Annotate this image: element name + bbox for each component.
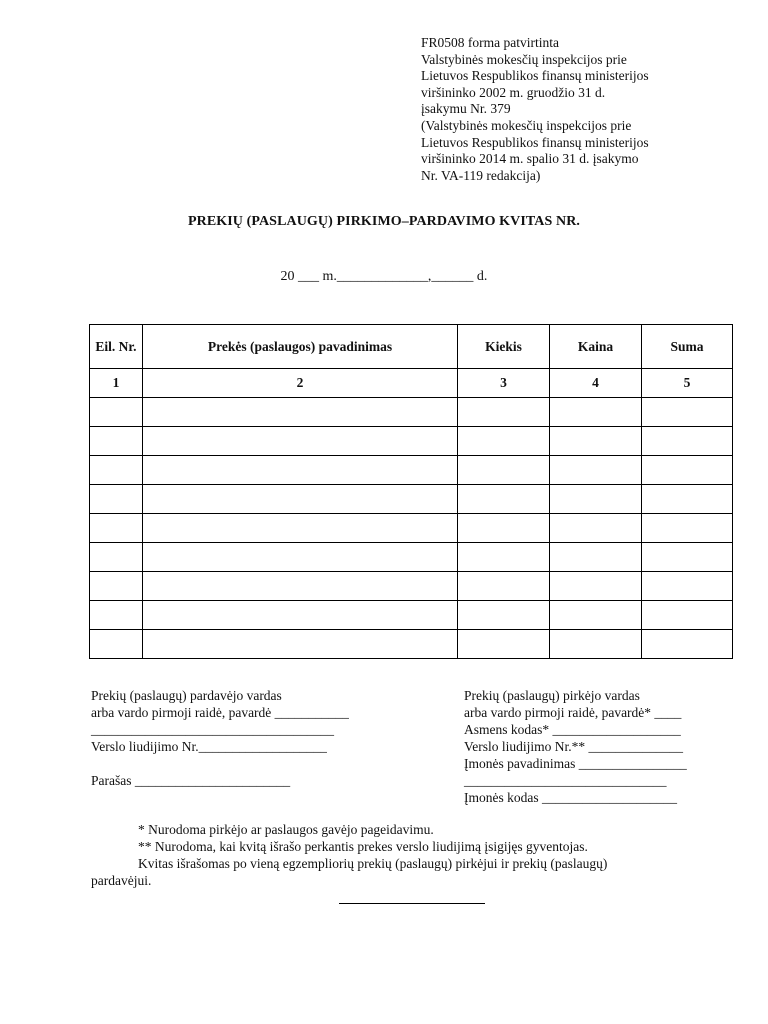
buyer-section: [464, 687, 724, 806]
price-cell[interactable]: [550, 572, 642, 601]
header-item-name: Prekės (paslaugos) pavadinimas: [143, 325, 458, 369]
price-cell[interactable]: [550, 398, 642, 427]
item-name-cell[interactable]: [143, 514, 458, 543]
item-name-cell[interactable]: [143, 456, 458, 485]
sum-cell[interactable]: [642, 485, 733, 514]
seller-name-label: Prekių (paslaugų) pardavėjo vardas: [91, 688, 282, 703]
price-cell[interactable]: [550, 630, 642, 659]
form-approval-header: [421, 35, 721, 184]
sum-cell[interactable]: [642, 456, 733, 485]
price-cell[interactable]: [550, 601, 642, 630]
footnote-3: Kvitas išrašomas po vieną egzempliorių prekių (paslaugų) pirkėjui ir prekių (paslaugų): [138, 856, 608, 871]
bottom-divider: [339, 903, 485, 904]
table-row: [90, 601, 733, 630]
item-name-cell[interactable]: [143, 398, 458, 427]
table-row: [90, 398, 733, 427]
column-number: 3: [458, 369, 550, 398]
quantity-cell[interactable]: [458, 485, 550, 514]
table-header-row: [90, 325, 733, 369]
buyer-company-code-field[interactable]: Įmonės kodas ____________________: [464, 790, 677, 805]
header-line: viršininko 2014 m. spalio 31 d. įsakymo: [421, 151, 639, 167]
header-line: FR0508 forma patvirtinta: [421, 35, 559, 50]
item-name-cell[interactable]: [143, 601, 458, 630]
quantity-cell[interactable]: [458, 398, 550, 427]
seller-name-continuation-field[interactable]: ____________________________________: [91, 722, 334, 737]
row-number-cell[interactable]: [90, 398, 143, 427]
row-number-cell[interactable]: [90, 514, 143, 543]
item-name-cell[interactable]: [143, 572, 458, 601]
quantity-cell[interactable]: [458, 572, 550, 601]
price-cell[interactable]: [550, 485, 642, 514]
header-line: Lietuvos Respublikos finansų ministerijos: [421, 134, 649, 150]
row-number-cell[interactable]: [90, 572, 143, 601]
header-line: (Valstybinės mokesčių inspekcijos prie: [421, 117, 632, 133]
price-cell[interactable]: [550, 456, 642, 485]
buyer-personal-code-field[interactable]: Asmens kodas* ___________________: [464, 722, 681, 737]
date-line: 20 ___ m._____________,______ d.: [280, 269, 488, 284]
header-quantity: Kiekis: [458, 325, 550, 369]
row-number-cell[interactable]: [90, 456, 143, 485]
table-row: [90, 543, 733, 572]
buyer-business-certificate-field[interactable]: Verslo liudijimo Nr.** ______________: [464, 739, 683, 754]
row-number-cell[interactable]: [90, 543, 143, 572]
seller-signature-field[interactable]: Parašas _______________________: [91, 773, 291, 788]
seller-section: [91, 687, 391, 789]
footnotes: [91, 821, 686, 889]
footnote-3-continuation: pardavėjui.: [91, 873, 152, 888]
row-number-cell[interactable]: [90, 485, 143, 514]
buyer-company-name-field[interactable]: Įmonės pavadinimas ________________: [464, 756, 687, 771]
sum-cell[interactable]: [642, 398, 733, 427]
header-row-number: Eil. Nr.: [90, 325, 143, 369]
sum-cell[interactable]: [642, 543, 733, 572]
sum-cell[interactable]: [642, 601, 733, 630]
header-price: Kaina: [550, 325, 642, 369]
item-name-cell[interactable]: [143, 485, 458, 514]
sum-cell[interactable]: [642, 572, 733, 601]
header-line: Lietuvos Respublikos finansų ministerijos: [421, 68, 649, 84]
quantity-cell[interactable]: [458, 543, 550, 572]
table-row: [90, 456, 733, 485]
quantity-cell[interactable]: [458, 630, 550, 659]
spacer: [91, 755, 391, 772]
sum-cell[interactable]: [642, 427, 733, 456]
quantity-cell[interactable]: [458, 427, 550, 456]
sum-cell[interactable]: [642, 630, 733, 659]
header-line: įsakymu Nr. 379: [421, 101, 511, 117]
table-row: [90, 485, 733, 514]
sum-cell[interactable]: [642, 514, 733, 543]
header-line: Nr. VA-119 redakcija): [421, 167, 541, 183]
table-row: [90, 427, 733, 456]
row-number-cell[interactable]: [90, 630, 143, 659]
buyer-surname-field[interactable]: arba vardo pirmoji raidė, pavardė* ____: [464, 705, 682, 720]
row-number-cell[interactable]: [90, 601, 143, 630]
buyer-company-name-continuation-field[interactable]: ______________________________: [464, 773, 667, 788]
column-number-row: [90, 369, 733, 398]
price-cell[interactable]: [550, 543, 642, 572]
quantity-cell[interactable]: [458, 601, 550, 630]
footnote-2: ** Nurodoma, kai kvitą išrašo perkantis prekes verslo liudijimą įsigijęs gyventojas.: [138, 839, 588, 854]
item-name-cell[interactable]: [143, 543, 458, 572]
price-cell[interactable]: [550, 427, 642, 456]
quantity-cell[interactable]: [458, 514, 550, 543]
item-name-cell[interactable]: [143, 427, 458, 456]
price-cell[interactable]: [550, 514, 642, 543]
buyer-name-label: Prekių (paslaugų) pirkėjo vardas: [464, 688, 640, 703]
header-line: Valstybinės mokesčių inspekcijos prie: [421, 51, 627, 67]
column-number: 5: [642, 369, 733, 398]
item-name-cell[interactable]: [143, 630, 458, 659]
document-title: PREKIŲ (PASLAUGŲ) PIRKIMO–PARDAVIMO KVITAS NR.: [187, 214, 581, 229]
seller-business-certificate-field[interactable]: Verslo liudijimo Nr.___________________: [91, 739, 327, 754]
column-number: 2: [143, 369, 458, 398]
header-sum: Suma: [642, 325, 733, 369]
row-number-cell[interactable]: [90, 427, 143, 456]
header-line: viršininko 2002 m. gruodžio 31 d.: [421, 84, 606, 100]
column-number: 1: [90, 369, 143, 398]
items-table: [89, 324, 733, 659]
seller-surname-field[interactable]: arba vardo pirmoji raidė, pavardė ___________: [91, 705, 349, 720]
table-row: [90, 514, 733, 543]
table-row: [90, 572, 733, 601]
footnote-1: * Nurodoma pirkėjo ar paslaugos gavėjo pageidavimu.: [138, 822, 434, 837]
quantity-cell[interactable]: [458, 456, 550, 485]
column-number: 4: [550, 369, 642, 398]
table-row: [90, 630, 733, 659]
